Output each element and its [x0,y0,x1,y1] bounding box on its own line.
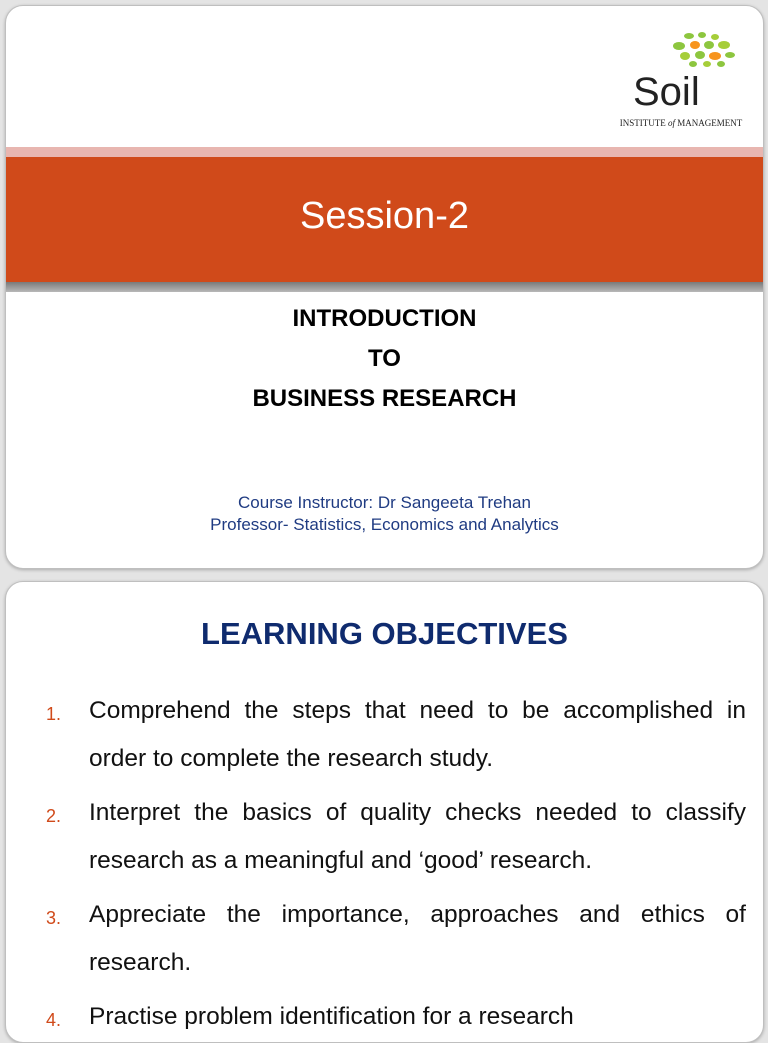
instructor-name: Course Instructor: Dr Sangeeta Trehan [238,493,531,512]
course-subtitle [6,299,763,419]
list-item-number: 1. [46,704,62,724]
list-item-text: Practise problem identification for a research [89,1003,574,1030]
session-band [6,157,763,282]
logo-tagline [611,118,751,128]
list-item-number: 3. [46,908,62,928]
list-item [46,891,746,987]
logo-brand-text: Soil [633,70,700,114]
band-top-stripe [6,147,763,157]
tagline-institute: INSTITUTE [619,118,666,128]
list-item-number: 2. [46,806,62,826]
list-item [46,789,746,885]
objectives-list [46,687,746,1043]
subtitle-line: INTRODUCTION [292,305,477,332]
tagline-of: of [667,118,675,128]
instructor-info [6,492,763,536]
list-item-text: Comprehend the steps that need to be accomplished in order to complete the research study. [89,697,746,772]
band-bottom-stripe [6,282,763,292]
subtitle-line: TO [368,345,401,372]
learning-objectives-title: LEARNING OBJECTIVES [201,616,568,651]
list-item-text: Interpret the basics of quality checks needed to classify research as a meaningful and ‘good’ research. [89,799,746,874]
soil-logo [611,30,751,130]
objectives-slide [5,581,764,1043]
instructor-title: Professor- Statistics, Economics and Analytics [210,515,559,534]
list-item-number: 4. [46,1010,62,1030]
tagline-management: MANAGEMENT [677,118,743,128]
title-slide [5,5,764,569]
session-title: Session-2 [300,195,469,237]
list-item [46,687,746,783]
list-item-text: Appreciate the importance, approaches and ethics of research. [89,901,746,976]
tree-leaves-icon [667,30,739,74]
subtitle-line: BUSINESS RESEARCH [252,385,517,412]
list-item [46,993,746,1043]
